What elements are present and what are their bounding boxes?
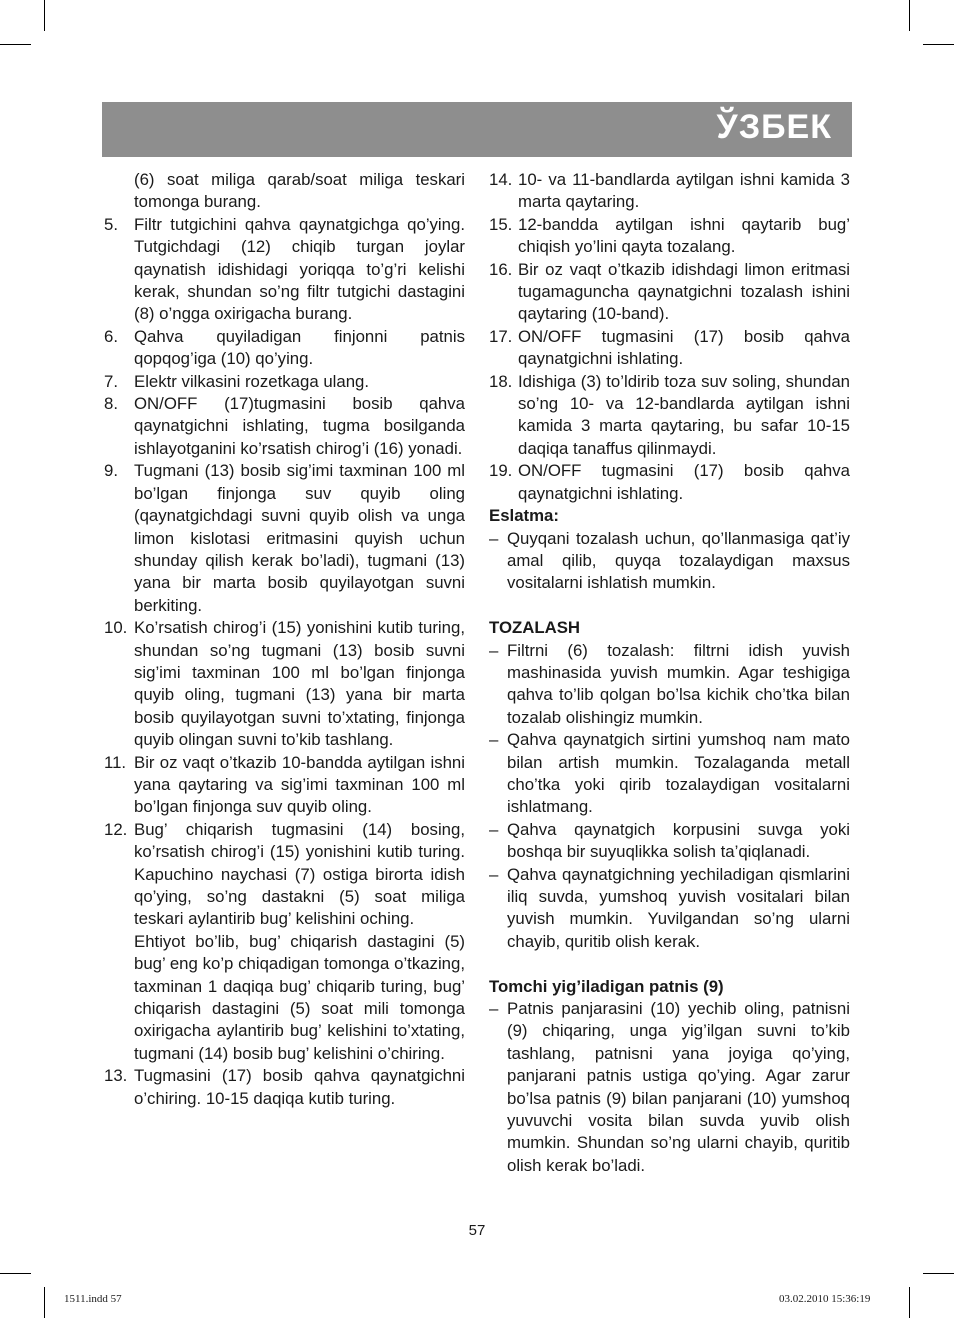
item-text: Bug’ chiqarish tugmasini (14) bosing, ko’rsatish chirog’i (15) yonishini kutib turing. Kapuchino naychasi (7) ostiga birorta idish qo’ying, so’ng dastakni (5) soat miliga teskari aylantirib bug’ kelishini oching.: [134, 819, 465, 929]
item-text: ON/OFF tugmasini (17) bosib qahva qaynatgichni ishlating.: [518, 326, 850, 369]
list-item: [104, 371, 465, 393]
item-number: 19.: [489, 461, 513, 481]
crop-mark: [923, 1273, 954, 1274]
dash-bullet: –: [489, 819, 499, 839]
tray-bullets: [489, 998, 850, 1177]
item-number: 14.: [489, 170, 513, 189]
dash-bullet: –: [489, 730, 499, 750]
right-column: [489, 169, 850, 1177]
left-column: [104, 169, 465, 1110]
bullet-item: [489, 729, 850, 819]
bullet-item: [489, 528, 850, 595]
list-item: [489, 460, 850, 505]
crop-mark: [909, 0, 910, 31]
crop-mark: [44, 0, 45, 31]
item-number: 10.: [104, 618, 128, 638]
item-text: Elektr vilkasini rozetkaga ulang.: [134, 371, 370, 391]
item-number: 15.: [489, 214, 513, 234]
bullet-text: Quyqani tozalash uchun, qo’llanmasiga qat’iy amal qilib, quyqa tozalaydigan maxsus vositalarni ishlatish mumkin.: [507, 528, 850, 593]
crop-mark: [0, 1273, 31, 1274]
bullet-text: Filtrni (6) tozalash: filtrni idish yuvish mashinasida yuvish mumkin. Agar teshigiga qahva to’lib qolgan bo’lsa kichik cho’tka bilan tozalab olishingiz mumkin.: [507, 640, 850, 727]
bullet-text: Qahva qaynatgich korpusini suvga yoki boshqa bir suyuqlikka solish ta’qiqlanadi.: [507, 819, 850, 862]
list-item: [489, 326, 850, 371]
item-12-extra: Ehtiyot bo’lib, bug’ chiqarish dastagini (5) bug’ eng ko’p chiqadigan tomonga o’tkazing, taxminan 1 daqiqa bug’ chiqarib turing, bug’ chiqarish dastagini (5) soat mili tomonga oxirigacha aylantirib bug’ kelishini to’xtating, tugmani (14) bosib bug’ kelishini o’chiring.: [134, 931, 465, 1063]
item-text: Bir oz vaqt o’tkazib idishdagi limon eritmasi tugamaguncha qaynatgichni tozalash ishini qaytaring (10-band).: [518, 259, 850, 324]
list-item: [489, 371, 850, 461]
item-number: 9.: [104, 461, 118, 481]
cleaning-bullets: [489, 640, 850, 954]
dash-bullet: –: [489, 864, 499, 884]
footer-file: 1511.indd 57: [64, 1293, 122, 1305]
bullet-text: Qahva qaynatgich sirtini yumshoq nam mato bilan artish mumkin. Tozalaganda metall cho’tka yoki qirib tozalaydigan vositalarni ishlatmang.: [507, 730, 850, 817]
list-item: [104, 214, 465, 326]
page-number: 57: [468, 1222, 486, 1239]
item-text: ON/OFF tugmasini (17) bosib qahva qaynatgichni ishlating.: [518, 461, 850, 503]
language-banner: [102, 102, 852, 157]
language-title: ЎЗБЕК: [716, 108, 832, 146]
item-number: 6.: [104, 326, 118, 346]
item-number: 13.: [104, 1066, 128, 1086]
dash-bullet: –: [489, 640, 499, 660]
note-bullets: [489, 528, 850, 595]
item-text: Idishiga (3) to’ldirib toza suv soling, shundan so’ng 10- va 12-bandlarda aytilgan ishni kamida 3 marta qaytaring, bu safar 10-15 daqiqa tanaffus qilinmaydi.: [518, 371, 850, 458]
item-number: 16.: [489, 259, 513, 279]
list-item: [104, 1065, 465, 1110]
item-text: 10- va 11-bandlarda aytilgan ishni kamida 3 marta qaytaring.: [518, 170, 850, 212]
list-item: [104, 617, 465, 751]
tray-heading: Tomchi yig’iladigan patnis (9): [489, 976, 724, 996]
item-number: 11.: [104, 752, 127, 772]
note-heading: Eslatma:: [489, 506, 559, 526]
numbered-list: [104, 214, 465, 931]
item-text: Ko’rsatish chirog’i (15) yonishini kutib turing, shundan so’ng tugmani (13) bosib suvni sig’imi taxminan 100 ml bo’lgan finjonga quyib oling, tugmani (13) yana bir marta bosib quyilayotgan suvni to’xtating, finjonga quyib olingan suvni to’kib tashlang.: [134, 618, 465, 750]
item-number: 8.: [104, 394, 118, 414]
bullet-item: [489, 640, 850, 730]
bullet-item: [489, 819, 850, 864]
item-text: Tugmasini (17) bosib qahva qaynatgichni o’chiring. 10-15 daqiqa kutib turing.: [134, 1066, 465, 1108]
item-text: Qahva quyiladigan finjonni patnis qopqog’iga (10) qo’ying.: [134, 326, 465, 369]
crop-mark: [909, 1287, 910, 1318]
list-item: [489, 259, 850, 326]
list-item: [104, 326, 465, 371]
crop-mark: [0, 44, 31, 45]
bullet-text: Qahva qaynatgichning yechiladigan qismlarini iliq suvda, yumshoq yuvish vositalari bilan yuvish mumkin. Yuvilgandan so’ng ularni chayib, quritib olish kerak.: [507, 864, 850, 951]
item-text: Bir oz vaqt o’tkazib 10-bandda aytilgan ishni yana qaytaring va sig’imi taxminan 100 ml bo’lgan finjonga suv quyib oling.: [134, 752, 465, 817]
item-number: 7.: [104, 371, 118, 391]
item-text: 12-bandda aytilgan ishni qaytarib bug’ chiqish yo’lini qayta tozalang.: [518, 214, 850, 257]
item-number: 18.: [489, 371, 513, 391]
list-item: [104, 460, 465, 617]
dash-bullet: –: [489, 528, 499, 548]
crop-mark: [44, 1287, 45, 1318]
bullet-item: [489, 864, 850, 954]
item-text: Filtr tutgichini qahva qaynatgichga qo’ying. Tutgichdagi (12) chiqib turgan joylar qaynatish idishidagi yoriqqa to’g’ri kelishi kerak, shundan so’ng filtr tutgichi dastagini (8) o’ngga oxirigacha burang.: [134, 214, 465, 324]
list-item: [104, 819, 465, 931]
bullet-item: [489, 998, 850, 1177]
list-item: [104, 393, 465, 460]
dash-bullet: –: [489, 999, 499, 1018]
item-number: 5.: [104, 214, 118, 234]
numbered-list: [489, 169, 850, 505]
item-text: ON/OFF (17)tugmasini bosib qahva qaynatgichni ishlating, tugma bosilganda ishlayotganini ko’rsatish chirog’i (16) yonadi.: [134, 394, 465, 458]
list-item: [104, 752, 465, 819]
item-number: 17.: [489, 326, 513, 346]
item-text: Tugmani (13) bosib sig’imi taxminan 100 ml bo’lgan finjonga suv quyib oling (qaynatgichdagi suvni quyib olish va unga limon kislotasi eritmasini quyish uchun shunday qilish kerak bo’ladi), tugmani (13) yana bir marta bosib quyilayotgan suvni berkiting.: [134, 461, 465, 615]
cleaning-heading: TOZALASH: [489, 618, 581, 638]
crop-mark: [923, 44, 954, 45]
footer-timestamp: 03.02.2010 15:36:19: [779, 1293, 871, 1305]
bullet-text: Patnis panjarasini (10) yechib oling, patnisni (9) chiqaring, unga yig’ilgan suvni to’kib tashlang, patnisni yana joyiga qo’ying, panjarani patnis ustiga qo’ying. Agar zarur bo’lsa patnis (9) bilan panjarani (10) yumshoq yuvuvchi vosita bilan suvda yuvib olish mumkin. Shundan so’ng ularni chayib, quritib olish kerak bo’ladi.: [507, 999, 850, 1175]
list-item: [489, 214, 850, 259]
item-number: 12.: [104, 819, 128, 839]
continuation-text: (6) soat miliga qarab/soat miliga teskari tomonga burang.: [134, 170, 465, 212]
list-item: [489, 169, 850, 214]
